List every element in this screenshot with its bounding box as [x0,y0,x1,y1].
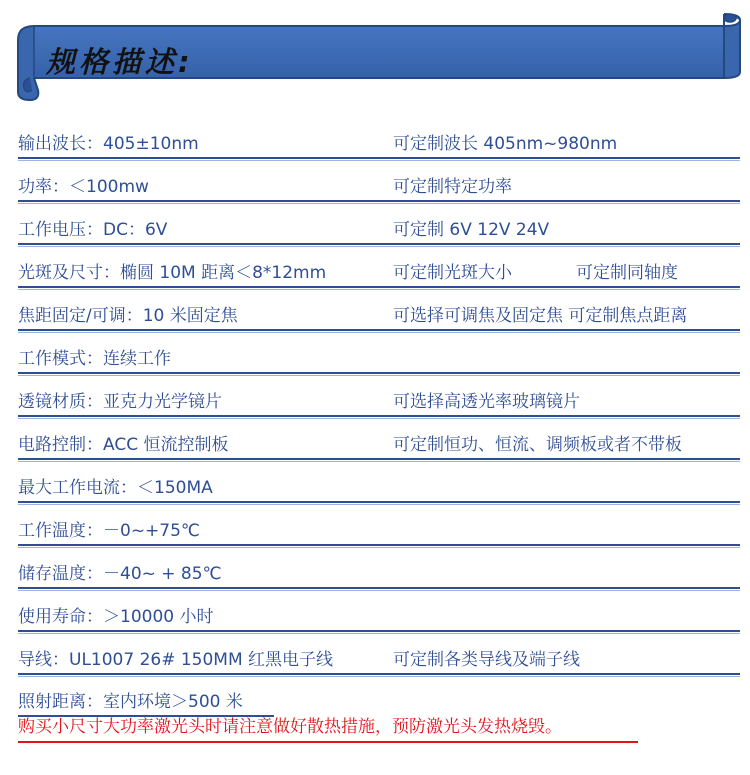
spec-row-wire [18,634,740,677]
spec-label: 透镜材质：亚克力光学镜片 [18,392,222,412]
row-divider [18,458,740,460]
spec-label: 电路控制：ACC 恒流控制板 [18,435,229,455]
spec-label: 工作温度：－0~+75℃ [18,521,201,541]
spec-row-mode [18,333,740,376]
banner-title: 规格描述: [46,45,194,79]
spec-label: 输出波长：405±10nm [18,134,199,154]
spec-option: 可定制 6V 12V 24V [393,220,550,240]
spec-label: 功率：＜100mw [18,177,149,197]
spec-row-focus [18,290,740,333]
spec-option: 可定制波长 405nm~980nm [393,134,618,154]
spec-row-operating-temp [18,505,740,548]
spec-option: 可选择可调焦及固定焦 可定制焦点距离 [393,306,688,326]
row-divider [18,286,740,288]
spec-row-storage-temp [18,548,740,591]
spec-option: 可定制各类导线及端子线 [393,650,580,670]
spec-option: 可定制恒功、恒流、调频板或者不带板 [393,435,682,455]
spec-option-extra: 可定制同轴度 [576,263,678,283]
spec-row-range [18,677,740,719]
spec-list [18,118,740,719]
row-divider [18,630,740,632]
spec-row-max-current [18,462,740,505]
row-divider [18,544,740,546]
spec-row-wavelength [18,118,740,161]
spec-row-circuit [18,419,740,462]
spec-label: 工作模式：连续工作 [18,349,171,369]
row-divider [18,673,740,675]
spec-label: 使用寿命：＞10000 小时 [18,607,214,627]
spec-row-lifetime [18,591,740,634]
spec-row-voltage [18,204,740,247]
row-divider [18,329,740,331]
row-divider [18,157,740,159]
row-divider [18,415,740,417]
spec-row-lens [18,376,740,419]
heat-warning-notice: 购买小尺寸大功率激光头时请注意做好散热措施，预防激光头发热烧毁。 [18,717,562,737]
row-divider [18,587,740,589]
spec-option: 可选择高透光率玻璃镜片 [393,392,580,412]
spec-row-spot-size [18,247,740,290]
spec-option: 可定制特定功率 [393,177,512,197]
spec-row-power [18,161,740,204]
spec-label: 焦距固定/可调：10 米固定焦 [18,306,238,326]
spec-label: 最大工作电流：＜150MA [18,478,213,498]
spec-label: 导线：UL1007 26# 150MM 红黑电子线 [18,650,334,670]
row-divider [18,200,740,202]
row-divider [18,243,740,245]
notice-underline [18,741,638,743]
spec-option: 可定制光斑大小 [393,263,512,283]
row-divider [18,501,740,503]
spec-label: 光斑及尺寸：椭圆 10M 距离＜8*12mm [18,263,327,283]
spec-label: 照射距离：室内环境＞500 米 [18,692,243,712]
spec-label: 储存温度：－40~ + 85℃ [18,564,222,584]
spec-label: 工作电压：DC：6V [18,220,168,240]
row-divider [18,372,740,374]
